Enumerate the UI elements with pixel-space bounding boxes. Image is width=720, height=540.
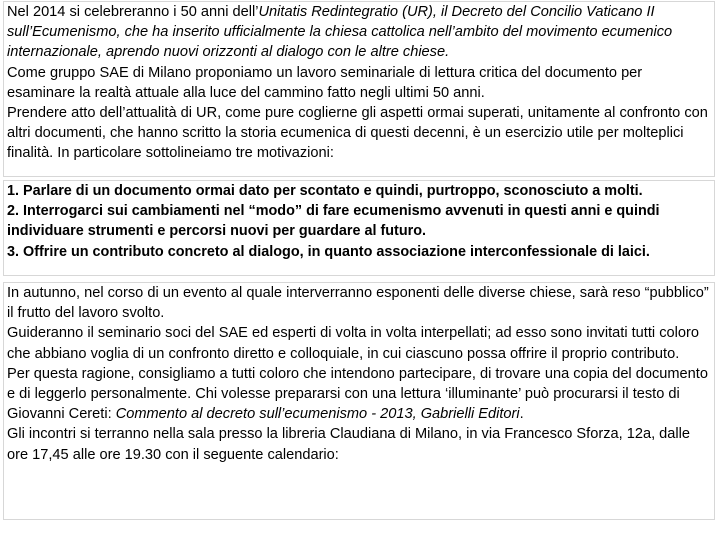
intro-text-block: [3, 1, 715, 177]
motivation-item-1: 1. Parlare di un documento ormai dato per scontato e quindi, purtroppo, sconosciuto a molti.: [7, 183, 643, 199]
motivation-item-3: 3. Offrire un contributo concreto al dialogo, in quanto associazione interconfessionale di laici.: [7, 243, 650, 260]
details-paragraph-4: Gli incontri si terranno nella sala presso la libreria Claudiana di Milano, in via Francesco Sforza, 12a, dalle ore 17,45 alle ore 19.30 con il seguente calendario:: [7, 426, 691, 463]
motivation-item-2: 2. Interrogarci sui cambiamenti nel “modo” di fare ecumenismo avvenuti in questi anni e quindi individuare strumenti e percorsi nuovi per guardare al futuro.: [7, 203, 660, 240]
details-paragraph-2: Guideranno il seminario soci del SAE ed esperti di volta in volta interpellati; ad esso sono invitati tutti coloro che abbiano voglia di un confronto diretto e colloquiale, in cui ciascuno possa offrire il proprio contributo.: [7, 325, 699, 362]
intro-paragraph-2: Come gruppo SAE di Milano proponiamo un lavoro seminariale di lettura critica del documento per esaminare la realtà attuale alla luce del cammino fatto negli ultimi 50 anni.: [7, 64, 643, 101]
intro-paragraph-1-text: Nel 2014 si celebreranno i 50 anni dell’: [7, 4, 259, 20]
details-paragraph-3-end: .: [519, 406, 524, 423]
details-paragraph-3-text: Per questa ragione, consigliamo a tutti coloro che intendono partecipare, di trovare una copia del documento e di leggerlo personalmente. Chi volesse prepararsi con una lettura ‘illuminante’ può procurarsi il testo di Giovanni Cereti:: [7, 365, 708, 423]
book-citation: Commento al decreto sull’ecumenismo - 2013, Gabrielli Editori: [115, 406, 520, 423]
details-paragraph-1: In autunno, nel corso di un evento al quale interverranno esponenti delle diverse chiese, sarà reso “pubblico” il frutto del lavoro svolto.: [7, 285, 709, 322]
intro-paragraph-1: [7, 2, 711, 63]
intro-paragraph-3: Prendere atto dell’attualità di UR, come pure coglierne gli aspetti ormai superati, unitamente al confronto con altri documenti, che hanno scritto la storia ecumenica di questi decenni, è un esercizio utile per molteplici finalità. In particolare sottolineiamo tre motivazioni:: [7, 105, 708, 162]
details-text-block: [3, 282, 715, 520]
intro-paragraph-1-italic: Unitatis Redintegratio (UR), il Decreto del Concilio Vaticano II sull’Ecumenismo, che ha inserito ufficialmente la chiesa cattolica nell’ambito del movimento ecumenico internazionale, aprendo nuovi orizzonti al dialogo con le altre chiese.: [7, 4, 673, 61]
motivations-block: [3, 180, 715, 276]
details-paragraph-3: [7, 364, 711, 425]
